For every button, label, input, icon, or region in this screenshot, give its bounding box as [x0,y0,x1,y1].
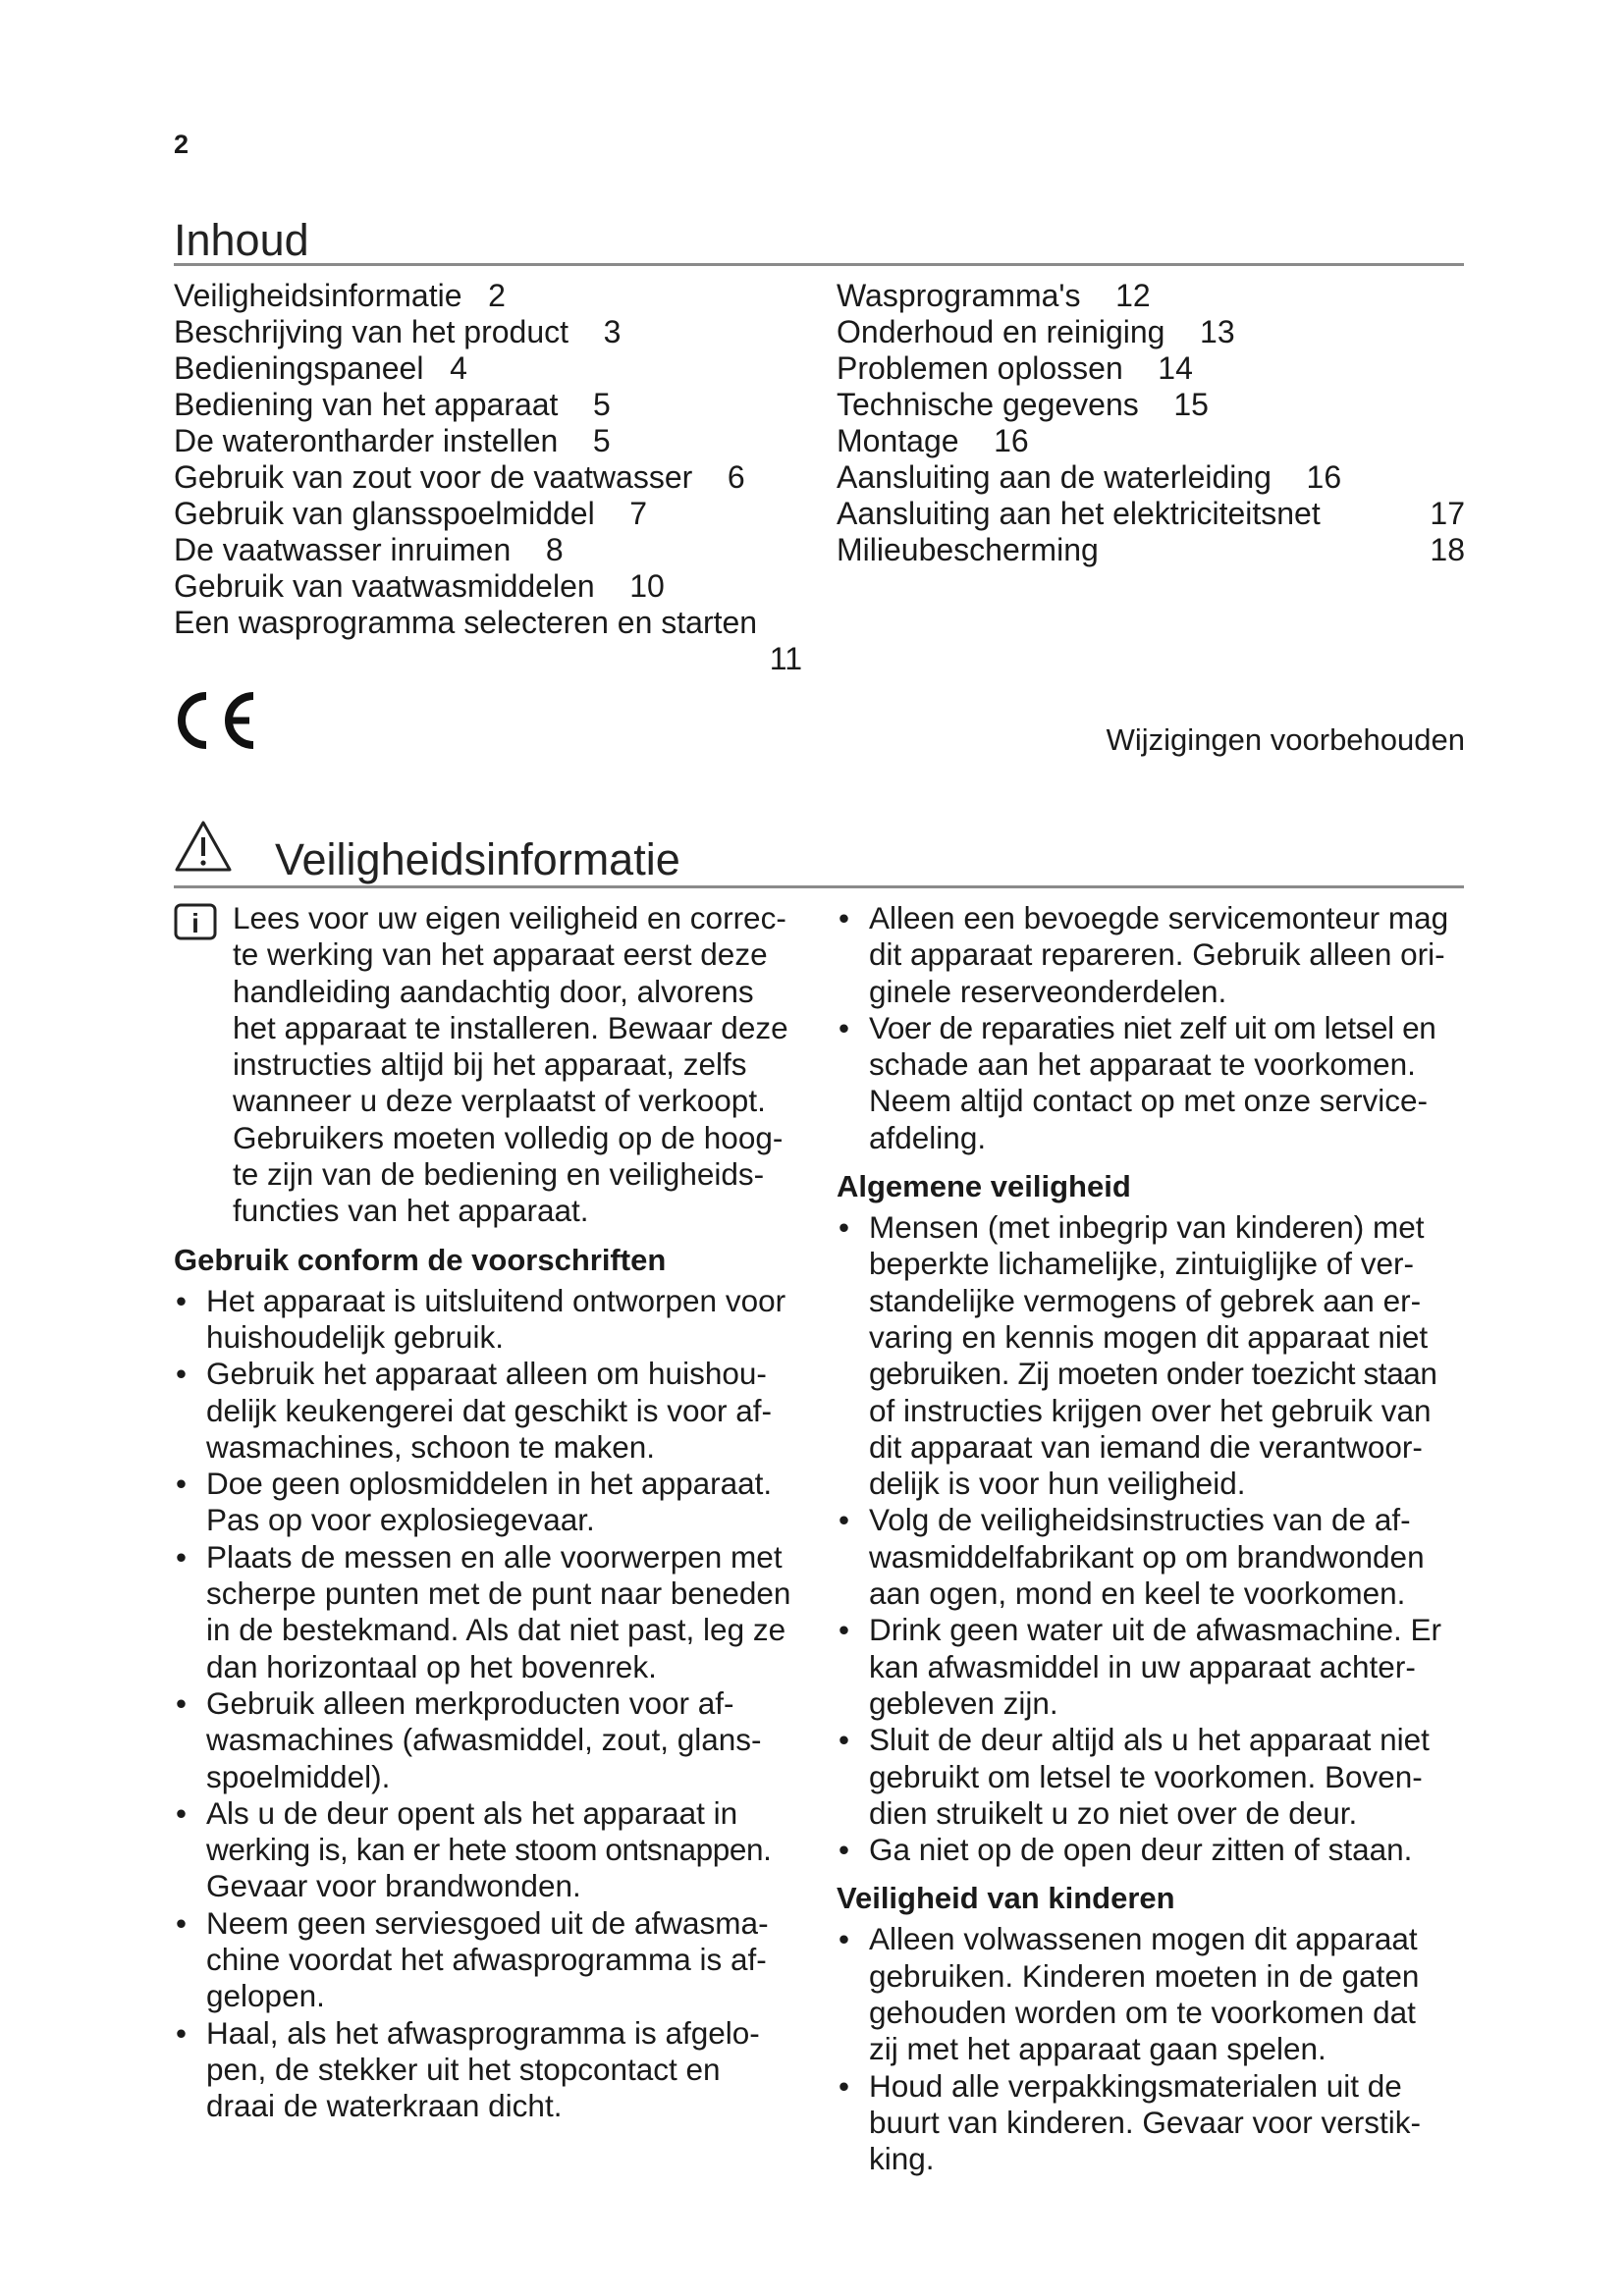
toc-divider [174,263,1464,266]
repair-list [837,900,1467,1156]
toc-entry[interactable]: Bediening van het apparaat 5 [174,387,611,422]
toc-entry[interactable]: Aansluiting aan de waterleiding 16 [837,459,1342,495]
list-item: • Doe geen oplosmiddelen in het apparaat. Pas op voor explosiegevaar. [174,1466,802,1539]
list-item: • Volg de veiligheidsinstructies van de af- wasmiddelfabrikant op om brandwonden aan ogen, mond en keel te voorkomen. [837,1502,1467,1612]
list-item: • Plaats de messen en alle voorwerpen met scherpe punten met de punt naar beneden in de bestekmand. Als dat niet past, leg ze dan horizontaal op het bovenrek. [174,1539,802,1685]
list-item: • Alleen volwassenen mogen dit apparaat gebruiken. Kinderen moeten in de gaten gehouden worden om te voorkomen dat zij met het apparaat gaan spelen. [837,1921,1467,2067]
page-number: 2 [174,130,189,159]
toc-entry[interactable]: Een wasprogramma selecteren en starten [174,605,758,640]
list-item: • Mensen (met inbegrip van kinderen) met beperkte lichamelijke, zintuiglijke of ver- standelijke vermogens of gebrek aan er- varing en kennis mogen dit apparaat niet gebruiken. Zij moeten onder toezicht staan of instructies krijgen over het gebruik van dit apparaat van iemand die verantwoor- delijk is voor hun veiligheid. [837,1209,1467,1502]
toc-entry[interactable]: Onderhoud en reiniging 13 [837,314,1235,349]
list-item: • Alleen een bevoegde servicemonteur mag dit apparaat repareren. Gebruik alleen ori- ginele reserveonderdelen. [837,900,1467,1010]
svg-text:i: i [191,908,199,938]
toc-entry[interactable]: De waterontharder instellen 5 [174,423,611,458]
toc-entry[interactable]: Veiligheidsinformatie 2 [174,278,506,313]
toc-left-column [174,278,802,677]
list-item: • Gebruik alleen merkproducten voor af- wasmachines (afwasmiddel, zout, glans- spoelmiddel). [174,1685,802,1795]
toc-title: Inhoud [174,215,309,265]
general-safety-heading: Algemene veiligheid [837,1169,1131,1204]
toc-entry[interactable]: De vaatwasser inruimen 8 [174,532,564,567]
list-item: • Ga niet op de open deur zitten of staan. [837,1832,1467,1868]
toc-entry[interactable]: Gebruik van vaatwasmiddelen 10 [174,568,665,604]
toc-entry-page: 11 [769,641,802,676]
list-item: • Het apparaat is uitsluitend ontworpen voor huishoudelijk gebruik. [174,1283,802,1357]
general-safety-list [837,1209,1467,1868]
ce-mark-icon [173,690,257,751]
intro-paragraph: Lees voor uw eigen veiligheid en correc- te werking van het apparaat eerst deze handleiding aandachtig door, alvorens het apparaat te installeren. Bewaar deze instructies altijd bij het apparaat, zelfs wanneer u deze verplaatst of verkoopt. Gebruikers moeten volledig op de hoog- te zijn van de bediening en veiligheids- functies van het apparaat. [233,900,788,1229]
list-item: • Gebruik het apparaat alleen om huishou- delijk keukengerei dat geschikt is voor af- wasmachines, schoon te maken. [174,1356,802,1466]
list-item: • Sluit de deur altijd als u het apparaat niet gebruikt om letsel te voorkomen. Boven- dien struikelt u zo niet over de deur. [837,1722,1467,1832]
toc-right-column [837,278,1465,568]
toc-entry[interactable] [837,532,1465,568]
list-item: • Neem geen serviesgoed uit de afwasma- chine voordat het afwasprogramma is af- gelopen. [174,1905,802,2015]
list-item: • Drink geen water uit de afwasmachine. Er kan afwasmiddel in uw apparaat achter- gebleven zijn. [837,1612,1467,1722]
child-safety-list [837,1921,1467,2177]
list-item: • Voer de reparaties niet zelf uit om letsel en schade aan het apparaat te voorkomen. Neem altijd contact op met onze service- afdeling. [837,1010,1467,1156]
toc-entry[interactable]: Problemen oplossen 14 [837,350,1193,386]
intro-note [174,900,802,1230]
info-icon [174,903,217,940]
toc-entry[interactable]: Montage 16 [837,423,1029,458]
usage-heading: Gebruik conform de voorschriften [174,1242,667,1277]
list-item: • Als u de deur opent als het apparaat in werking is, kan er hete stoom ontsnappen. Gevaar voor brandwonden. [174,1795,802,1905]
toc-entry[interactable]: Bedieningspaneel 4 [174,350,467,386]
toc-entry-label: Aansluiting aan het elektriciteitsnet [837,496,1321,531]
toc-entry[interactable]: Beschrijving van het product 3 [174,314,622,349]
usage-list [174,1283,802,2125]
safety-divider [174,885,1464,888]
toc-entry-label: Milieubescherming [837,532,1099,567]
toc-entry-page: 18 [1430,532,1465,567]
subject-to-change-note: Wijzigingen voorbehouden [1106,722,1465,757]
toc-entry[interactable]: Technische gegevens 15 [837,387,1209,422]
safety-section-title: Veiligheidsinformatie [275,834,680,884]
safety-left-column [174,900,802,2125]
toc-entry[interactable]: Wasprogramma's 12 [837,278,1151,313]
toc-entry[interactable]: Gebruik van zout voor de vaatwasser 6 [174,459,745,495]
warning-triangle-icon [173,819,234,874]
toc-entry[interactable] [837,496,1465,532]
safety-right-column [837,900,1467,2178]
toc-entry[interactable]: Gebruik van glansspoelmiddel 7 [174,496,648,531]
list-item: • Haal, als het afwasprogramma is afgelo- pen, de stekker uit het stopcontact en draai de waterkraan dicht. [174,2015,802,2125]
toc-entry-page: 17 [1430,496,1465,531]
list-item: • Houd alle verpakkingsmaterialen uit de buurt van kinderen. Gevaar voor verstik- king. [837,2068,1467,2178]
child-safety-heading: Veiligheid van kinderen [837,1881,1175,1916]
